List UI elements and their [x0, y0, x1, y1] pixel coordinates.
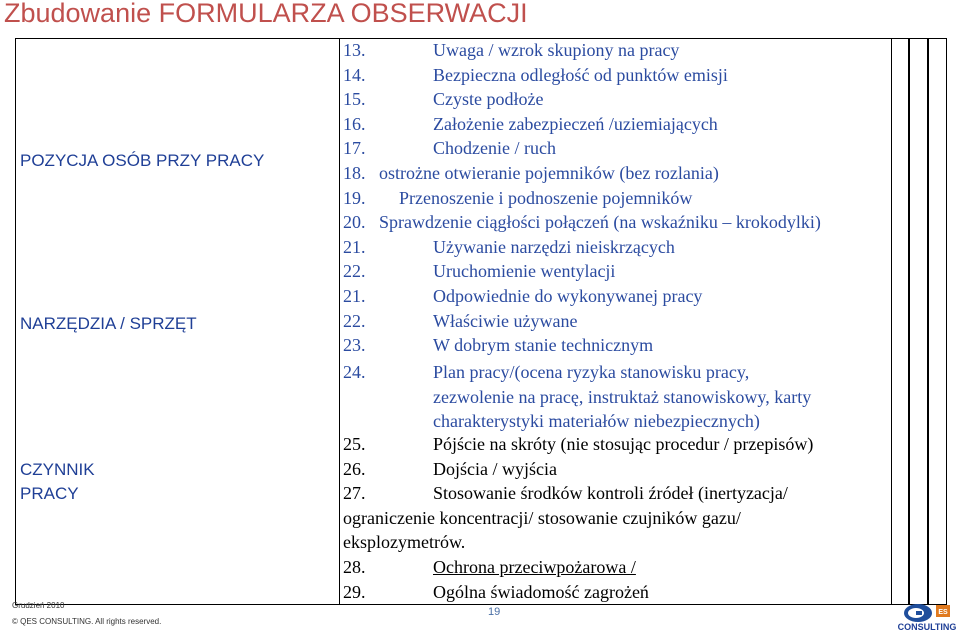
- item-text: Ochrona przeciwpożarowa /: [433, 557, 636, 577]
- list-item: [343, 309, 577, 334]
- list-item: [343, 555, 636, 580]
- item-text: Stosowanie środków kontroli źródeł (inertyzacja/: [433, 483, 788, 504]
- category-position: [20, 149, 264, 173]
- item-number: 14.: [343, 64, 366, 85]
- item-number: 23.: [343, 335, 366, 356]
- category-tools: [20, 312, 197, 336]
- item-number: 24.: [343, 362, 366, 382]
- company-logo: [896, 599, 958, 639]
- item-text: Odpowiednie do wykonywanej pracy: [433, 286, 703, 306]
- category-label: CZYNNIK: [20, 460, 95, 479]
- logo-badge: ES: [938, 609, 948, 616]
- item-number: 29.: [343, 581, 366, 602]
- item-text: Założenie zabezpieczeń /uziemiających: [433, 113, 718, 134]
- item-number: 25.: [343, 434, 366, 454]
- item-number: 22.: [343, 310, 366, 331]
- item-number: 27.: [343, 483, 366, 504]
- list-item: [343, 161, 719, 186]
- item-text: Właściwie używane: [433, 310, 578, 331]
- item-text: eksplozymetrów.: [343, 532, 466, 553]
- page-number: 19: [488, 606, 501, 618]
- item-text: zezwolenie na pracę, instruktaż stanowiskowy, karty: [433, 386, 812, 407]
- item-text: Uruchomienie wentylacji: [433, 261, 616, 282]
- item-text: ograniczenie koncentracji/ stosowanie czujników gazu/: [343, 507, 741, 528]
- category-label: NARZĘDZIA / SPRZĘT: [20, 314, 197, 333]
- category-label: POZYCJA OSÓB PRZY PRACY: [20, 151, 265, 170]
- item-number: 13.: [343, 40, 366, 60]
- item-text: Pójście na skróty (nie stosując procedur / przepisów): [433, 434, 814, 454]
- logo-graphic: [896, 599, 958, 639]
- list-item: [343, 210, 821, 235]
- item-text: Dojścia / wyjścia: [433, 458, 557, 479]
- item-number: 22.: [343, 261, 366, 282]
- item-number: 16.: [343, 113, 366, 134]
- item-number: 15.: [343, 89, 366, 110]
- item-text: Ogólna świadomość zagrożeń: [433, 581, 649, 602]
- list-item: [343, 580, 649, 605]
- category-work-factor: [20, 458, 95, 506]
- list-item: [343, 284, 702, 309]
- list-item: [343, 457, 557, 482]
- list-item: [343, 481, 788, 555]
- item-text: Sprawdzenie ciągłości połączeń (na wskaźniku – krokodylki): [379, 212, 821, 233]
- list-item: [343, 259, 615, 284]
- item-text: W dobrym stanie technicznym: [433, 335, 654, 356]
- footer-date: Grudzień 2010: [12, 601, 65, 610]
- list-item: [343, 38, 679, 63]
- item-number: 17.: [343, 138, 366, 159]
- item-number: 28.: [343, 557, 366, 577]
- item-text: Plan pracy/(ocena ryzyka stanowisku pracy,: [433, 362, 750, 382]
- list-item: [343, 186, 692, 211]
- item-number: 20.: [343, 212, 366, 233]
- item-number: 21.: [343, 236, 366, 257]
- list-item: [343, 235, 675, 260]
- list-item: [343, 360, 811, 434]
- list-item: [343, 87, 543, 112]
- item-text: Uwaga / wzrok skupiony na pracy: [433, 40, 680, 60]
- page-title: Zbudowanie FORMULARZA OBSERWACJI: [4, 0, 528, 28]
- category-label: PRACY: [20, 484, 79, 503]
- list-item: [343, 333, 653, 358]
- item-number: 26.: [343, 458, 366, 479]
- item-text: charakterystyki materiałów niebezpiecznych): [433, 411, 760, 432]
- item-text: Używanie narzędzi nieiskrzących: [433, 236, 675, 257]
- logo-text: CONSULTING: [897, 622, 957, 632]
- item-text: Chodzenie / ruch: [433, 138, 556, 159]
- list-item: [343, 136, 556, 161]
- list-item: [343, 63, 728, 88]
- item-number: 18.: [343, 163, 366, 183]
- item-text: Bezpieczna odległość od punktów emisji: [433, 64, 728, 85]
- item-number: 19.: [343, 187, 366, 208]
- list-item: [343, 432, 813, 457]
- item-text: Przenoszenie i podnoszenie pojemników: [399, 187, 693, 208]
- item-number: 21.: [343, 286, 366, 306]
- item-text: Czyste podłoże: [433, 89, 544, 110]
- list-item: [343, 112, 718, 137]
- footer-copyright: © QES CONSULTING. All rights reserved.: [12, 617, 162, 626]
- item-text: ostrożne otwieranie pojemników (bez rozlania): [379, 163, 719, 183]
